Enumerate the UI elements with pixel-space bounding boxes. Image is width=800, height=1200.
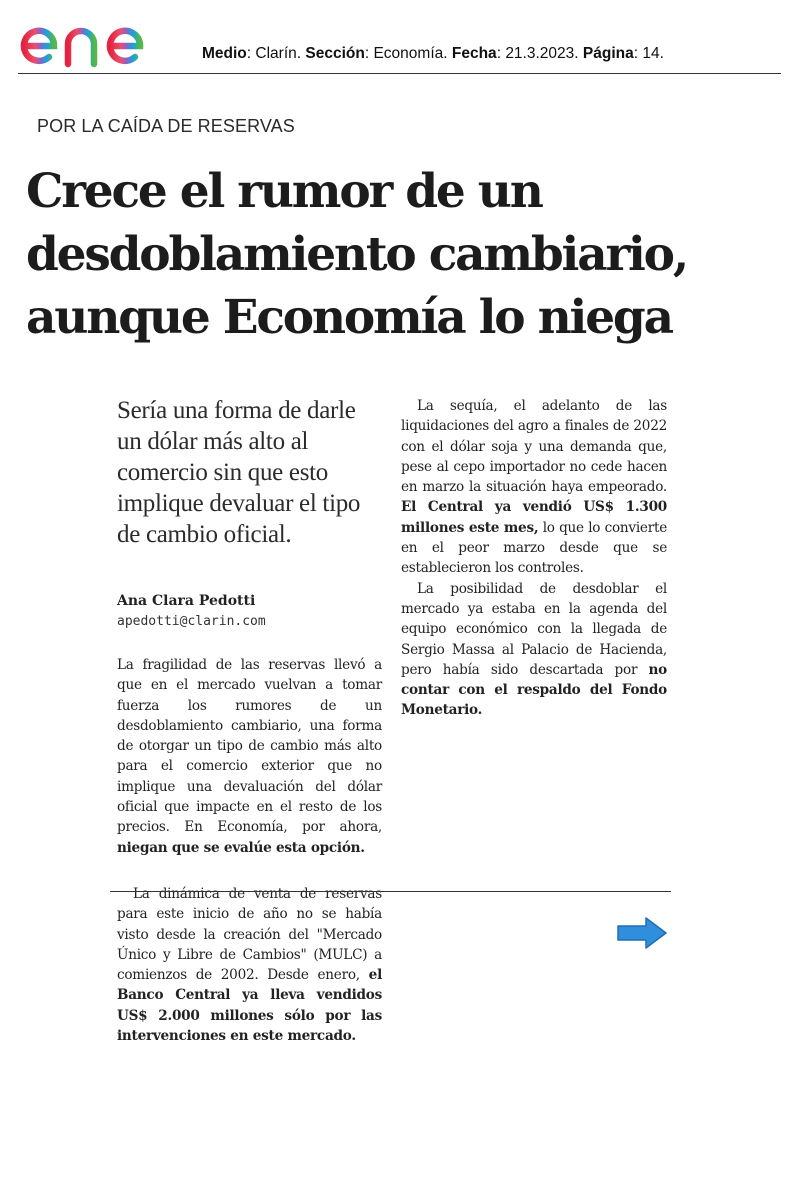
pagina-label: Página: [582, 45, 634, 62]
paragraph-3-text: La sequía, el adelanto de las liquidaciones del agro a finales de 2022 con el dólar soja y una demanda que, pese al cepo importador no cede hacen en marzo la situación haya empeorado.: [401, 398, 667, 496]
paragraph-4: [401, 579, 667, 721]
paragraph-4-bold: no contar con el respaldo del Fondo Monetario.: [401, 661, 667, 719]
arrow-right-icon[interactable]: [616, 916, 668, 950]
paragraph-1-text: La fragilidad de las reservas llevó a que en el mercado vuelvan a tomar fuerza los rumores de un desdoblamiento cambiario, una forma de otorgar un tipo de cambio más alto para el comercio exterior que no implique una devaluación del dólar oficial que impacte en el resto de los precios. En Economía, por ahora,: [117, 657, 382, 836]
paragraph-1-bold: niegan que se evalúe esta opción.: [117, 839, 365, 856]
article-headline: Crece el rumor de un desdoblamiento cambiario, aunque Economía lo niega: [26, 164, 687, 345]
paragraph-3: [401, 396, 667, 579]
article-end-divider: [110, 891, 671, 892]
article-column-2: [401, 396, 667, 721]
seccion-label: Sección: [305, 45, 365, 62]
paragraph-2-bold: el Banco Central ya lleva vendidos US$ 2.000 millones sólo por las intervenciones en este mercado.: [117, 967, 382, 1045]
author-email: apedotti@clarin.com: [117, 614, 266, 629]
publication-meta: Medio: Clarín. Sección: Economía. Fecha: 21.3.2023. Página: 14.: [202, 45, 664, 62]
enel-logo: [18, 6, 180, 68]
article-column-1: [117, 395, 382, 1046]
medio-label: Medio: [202, 45, 247, 62]
paragraph-3-bold: El Central ya vendió US$ 1.300 millones este mes,: [401, 499, 667, 536]
article-kicker: POR LA CAÍDA DE RESERVAS: [37, 116, 295, 136]
author-name: Ana Clara Pedotti: [117, 593, 256, 609]
paragraph-1: [117, 655, 382, 858]
pagina-value: 14.: [642, 45, 664, 62]
medio-value: Clarín.: [255, 45, 302, 62]
paragraph-4-text: La posibilidad de desdoblar el mercado ya estaba en la agenda del equipo económico con la llegada de Sergio Massa al Palacio de Hacienda, pero había sido descartada por: [401, 580, 667, 678]
fecha-value: 21.3.2023.: [505, 45, 579, 62]
paragraph-2-text: La dinámica de venta de reservas para este inicio de año no se había visto desde la creación del "Mercado Único y Libre de Cambios" (MULC) a comienzos de 2002. Desde enero,: [117, 885, 382, 984]
fecha-label: Fecha: [451, 45, 497, 62]
paragraph-3-end: lo que lo convierte en el peor marzo desde que se establecieron los controles.: [401, 519, 667, 577]
article-lede: Sería una forma de darle un dólar más alto al comercio sin que esto implique devaluar el tipo de cambio oficial.: [117, 397, 361, 548]
seccion-value: Economía.: [373, 45, 448, 62]
paragraph-2: [117, 884, 382, 1046]
header-divider: [18, 73, 781, 74]
